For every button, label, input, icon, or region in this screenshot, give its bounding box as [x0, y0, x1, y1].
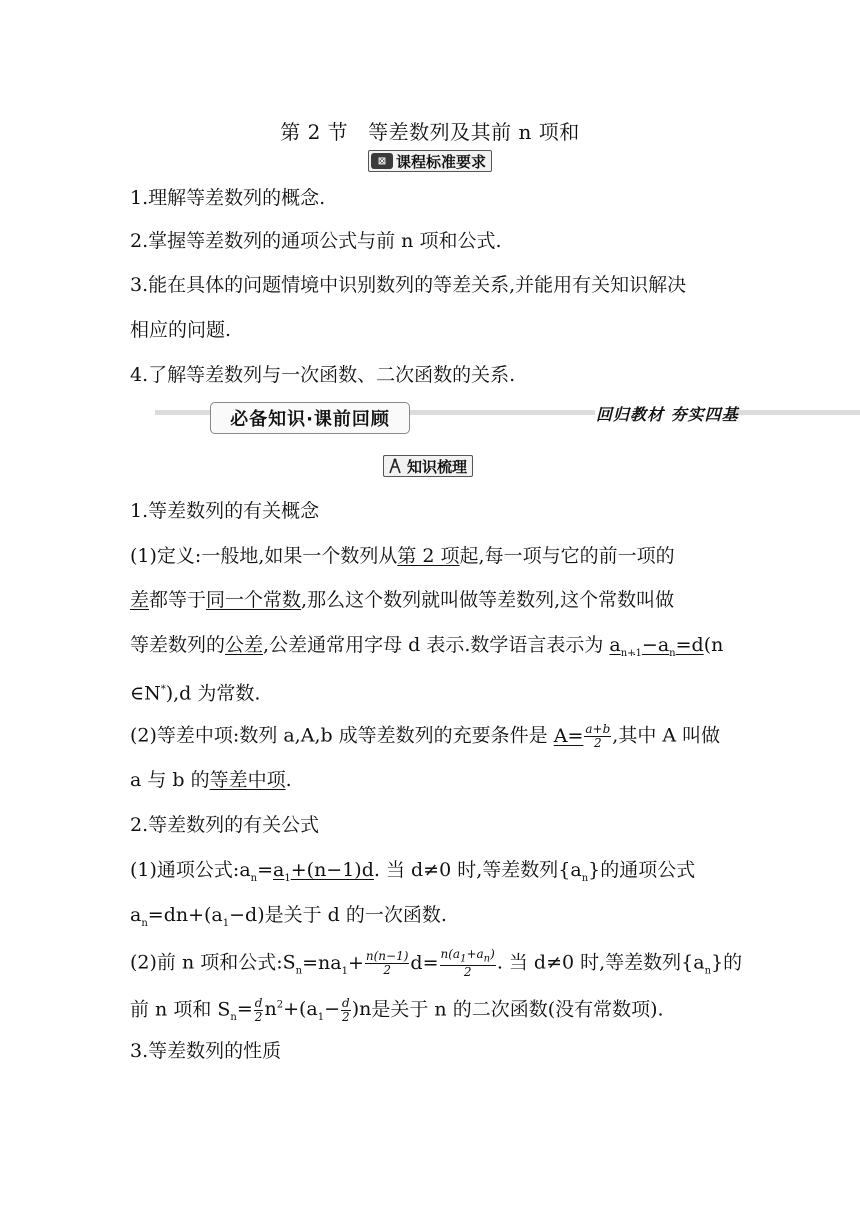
standard-item-2: 2.掌握等差数列的通项公式与前 n 项和公式. — [130, 230, 502, 252]
standard-item-3: 3.能在具体的问题情境中识别数列的等差关系,并能用有关知识解决 — [130, 274, 687, 296]
blank-answer: 差 — [130, 589, 150, 611]
s2-linear-line: $a_n=dn+(a_1-d)$是关于 d 的一次函数. — [130, 904, 447, 929]
banner-rule-right — [730, 410, 860, 415]
s1-def-line1: (1)定义:一般地,如果一个数列从第 2 项起,每一项与它的前一项的 — [130, 545, 675, 567]
blank-answer: 第 2 项 — [397, 545, 460, 567]
formula-linear: $a_n=dn+(a_1-d)$ — [130, 904, 265, 929]
page-title — [0, 116, 860, 145]
s1-def-line3: 等差数列的公差,公差通常用字母 d 表示.数学语言表示为 $a_{n+1}-a_n=d(n$ — [130, 634, 724, 659]
knowledge-tag-label: 知识梳理 — [407, 457, 468, 476]
s2-quadratic-line: 前 n 项和 $S_n=$ $\frac{d}{2}$ $n^2+(a_1-$ $\frac{d}{2}$ )n是关于 n 的二次函数(没有常数项). — [130, 995, 664, 1024]
blank-answer: 公差 — [225, 634, 264, 656]
ruler-icon: ⊠ — [371, 153, 393, 169]
s1-def-line4: ∈N*),d 为常数. — [130, 682, 261, 705]
section-banner — [130, 398, 860, 438]
blank-answer: 等差中项 — [209, 769, 286, 791]
banner-slogan: 回归教材 夯实四基 — [596, 405, 739, 424]
compass-icon — [386, 457, 404, 475]
standard-item-1: 1.理解等差数列的概念. — [130, 187, 326, 209]
s2-general-line: (1)通项公式$:a_n=a_1+(n-1)d$. 当 d≠0 时,等差数列$\{a_n\}$的通项公式 — [130, 859, 696, 884]
s1-mid-line2: a 与 b 的等差中项. — [130, 769, 292, 791]
s3-heading: 3.等差数列的性质 — [130, 1040, 282, 1062]
section-number: 第 2 节 — [280, 120, 349, 144]
formula-difference: $a_{n+1}-a_n=d$ — [609, 634, 704, 659]
formula-mean: A= $\frac{a+b}{2}$ — [553, 722, 611, 750]
standards-tag-label: 课程标准要求 — [396, 152, 487, 171]
blank-answer: 同一个常数 — [206, 589, 302, 611]
s1-mid-line1: (2)等差中项:数列 a,A,b 成等差数列的充要条件是 A= $\frac{a+b}{2}$ ,其中 A 叫做 — [130, 722, 721, 750]
formula-general-term: $a_1+(n-1)d$ — [273, 859, 374, 884]
standard-item-3-cont: 相应的问题. — [130, 319, 232, 341]
knowledge-tag — [383, 455, 473, 477]
formula-quadratic: = $\frac{d}{2}$ $n^2+(a_1-$ $\frac{d}{2}$ )n — [236, 995, 372, 1024]
s2-heading: 2.等差数列的有关公式 — [130, 814, 320, 836]
banner-label: 必备知识·课前回顾 — [210, 402, 410, 434]
standards-tag — [368, 150, 492, 172]
s2-sum-line: (2)前 n 项和公式$:S_n=na_1+$ $\frac{n(n-1)}{2}$ d= $\frac{n(a_1+a_n)}{2}$ . 当 d≠0 时,等差数列$\{a_n\}$的 — [130, 947, 743, 980]
s1-heading: 1.等差数列的有关概念 — [130, 500, 320, 522]
standard-item-4: 4.了解等差数列与一次函数、二次函数的关系. — [130, 364, 516, 386]
s1-def-line2: 差都等于同一个常数,那么这个数列就叫做等差数列,这个常数叫做 — [130, 589, 675, 611]
section-topic: 等差数列及其前 n 项和 — [368, 120, 580, 144]
formula-sum: $=na_1+$ $\frac{n(n-1)}{2}$ d= $\frac{n(a_1+a_n)}{2}$ — [302, 947, 495, 980]
